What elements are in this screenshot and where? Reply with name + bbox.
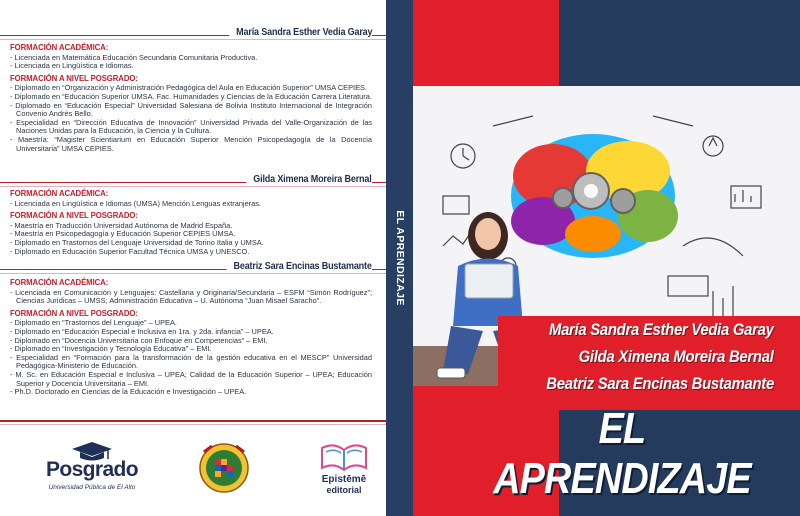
red-block-top [413, 0, 559, 86]
cv-item: - Diplomado en “Educación Especial” Universidad Salesiana de Bolivia Instituto Internacional de Integración Convenio Andrés Bello. [10, 100, 372, 119]
cv-item: - Diplomado en “Educación Especial e Inclusiva en 1ra. y 2da. infancia” – UPEA. [10, 326, 274, 336]
cv-item: - Licenciada en Lingüística e Idiomas (UMSA) Mención Lenguas extranjeras. [10, 198, 262, 208]
cv-item: - Especialidad en “Dirección Educativa de Innovación” Universidad Privada del Valle-Organización de las Naciones Unidas para la Educación, la Ciencia y la Cultura. [10, 117, 372, 136]
cv-item: - Diplomado en “Trastornos del Lenguaje” – UPEA. [10, 318, 177, 328]
cv-item: - Diplomado en “Organización y Administración Pedagógica del Aula en Educación Superior” UMSA CEPIES. [10, 83, 367, 93]
author-cv-1 [10, 44, 372, 153]
cv-item: - Licenciada en Comunicación y Lenguajes: Castellana y Originaria/Secundaria – ESFM “Simón Rodríguez”; Ciencias Jurídicas – UMSS; Administración Educativa – U. Autónoma “Juan Misael Saracho”. [10, 287, 372, 306]
cv-item: - Especialidad en “Formación para la transformación de la gestión educativa en el MESCP” Universidad Pedagógica-Ministerio de Educación. [10, 352, 372, 371]
cv-item: - Diplomado en “Investigación y Tecnología Educativa” – EMI. [10, 344, 212, 354]
author-cv-3 [10, 279, 372, 397]
footer-divider-thin [0, 424, 386, 425]
university-seal-icon [198, 442, 250, 494]
cover-author-2: Gilda Ximena Moreira Bernal [579, 348, 774, 366]
author-cv-2 [10, 190, 372, 256]
episteme-logo [314, 440, 374, 500]
author-name-1: María Sandra Esther Vedia Garay [229, 26, 372, 38]
posgrado-title: Posgrado [45, 458, 139, 481]
section-heading: FORMACIÓN A NIVEL POSGRADO: [10, 308, 138, 318]
section-heading: FORMACIÓN ACADÉMICA: [10, 189, 109, 198]
cover-author-1: María Sandra Esther Vedia Garay [549, 321, 774, 339]
brain-graphic [511, 134, 678, 258]
author-name-3: Beatriz Sara Encinas Bustamante [227, 260, 372, 272]
cv-item: - Licenciada en Lingüística e Idiomas. [10, 61, 134, 71]
cv-item: - Diplomado en “Educación Superior UMSA. Fac. Humanidades y Ciencias de la Educación Carrera Literatura. [10, 91, 372, 101]
author-header-3 [0, 260, 386, 280]
open-book-icon [314, 440, 374, 474]
posgrado-subtitle: Universidad Pública de El Alto [48, 484, 136, 491]
cv-item: - M. Sc. en Educación Especial e Inclusiva – UPEA; Calidad de la Educación Superior – UPEA; Educación Superior y Docencia Universitaria – EMI. [10, 369, 372, 388]
cv-item: - Maestría: “Magister Scientiarium en Educación Superior Mención Psicopedagogía de la Docencia Universitaria” UMSA CEPIES. [10, 134, 372, 153]
section-heading: FORMACIÓN A NIVEL POSGRADO: [10, 73, 138, 83]
cv-item: - Diplomado en “Docencia Universitaria con Enfoque en Competencias” – EMI. [10, 335, 268, 345]
section-heading: FORMACIÓN ACADÉMICA: [10, 43, 109, 52]
cv-item: - Ph.D. Doctorado en Ciencias de la Educación e Investigación – UPEA. [10, 387, 247, 397]
section-heading: FORMACIÓN ACADÉMICA: [10, 278, 109, 287]
author-name-2: Gilda Ximena Moreira Bernal [247, 173, 372, 185]
cv-item: - Maestría en Psicopedagogía y Educación Superior CEPIES UMSA. [10, 229, 236, 239]
cv-item: - Diplomado en Educación Superior Facultad Técnica UMSA y UNESCO. [10, 246, 250, 256]
cv-item: - Licenciada en Matemática Educación Secundaria Comunitaria Productiva. [10, 52, 258, 62]
book-title: EL APRENDIZAJE [493, 404, 751, 503]
episteme-name: Epistēmē [321, 474, 367, 485]
cv-item: - Diplomado en Trastornos del Lenguaje Universidad de Torino Italia y UMSA. [10, 237, 264, 247]
section-heading: FORMACIÓN A NIVEL POSGRADO: [10, 211, 138, 221]
cover-author-3: Beatriz Sara Encinas Bustamante [546, 375, 774, 393]
posgrado-logo [36, 440, 148, 500]
cv-item: - Maestría en Traducción Universidad Autónoma de Madrid España. [10, 220, 233, 230]
spine-title: EL APRENDIZAJE [393, 210, 406, 306]
book-spine [386, 0, 413, 516]
front-cover [413, 0, 800, 516]
episteme-sub: editorial [326, 485, 362, 495]
footer-divider [0, 420, 386, 422]
back-cover [0, 0, 386, 516]
